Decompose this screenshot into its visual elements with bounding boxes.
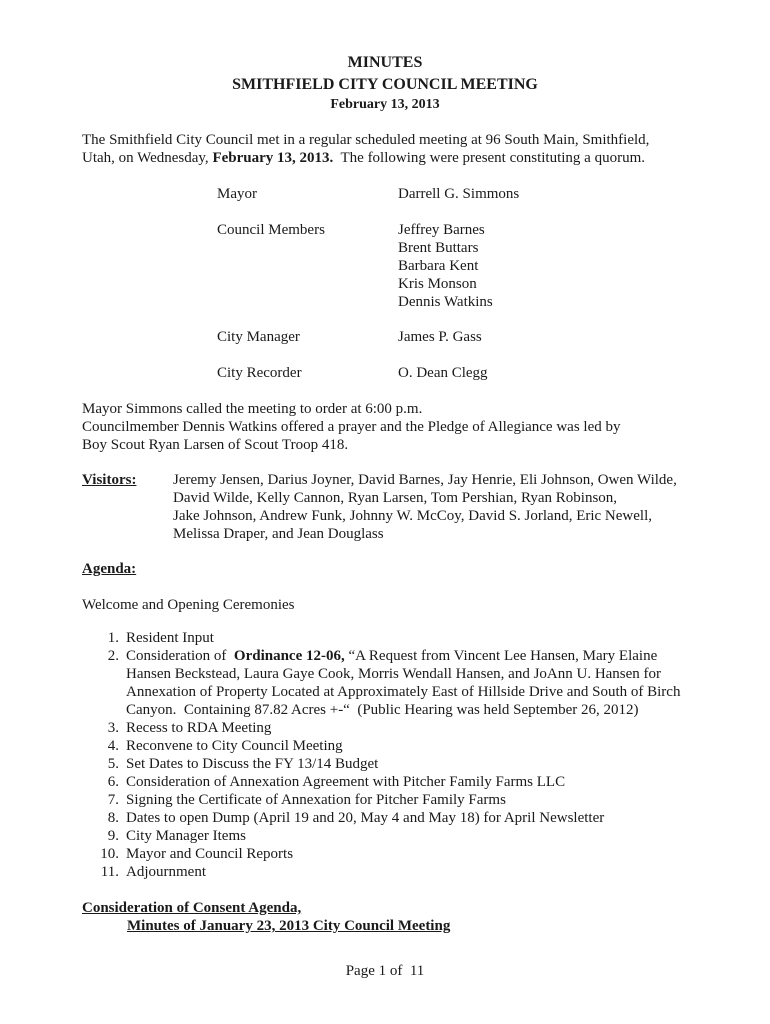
agenda-item <box>97 719 737 737</box>
agenda-item-2-line-4: Canyon. Containing 87.82 Acres +-“ (Public Hearing was held September 26, 2012) <box>126 702 639 718</box>
mayor-name: Darrell G. Simmons <box>398 186 520 202</box>
agenda-item <box>97 629 737 647</box>
agenda-item-number: 8. <box>107 810 119 826</box>
visitors-line: Melissa Draper, and Jean Douglass <box>173 526 384 542</box>
recorder-label: City Recorder <box>217 365 302 381</box>
visitors-line: Jeremy Jensen, Darius Joyner, David Barnes, Jay Henrie, Eli Johnson, Owen Wilde, <box>173 472 677 488</box>
agenda-item <box>97 737 737 755</box>
council-member: Dennis Watkins <box>398 294 493 310</box>
agenda-item <box>97 791 737 809</box>
council-member: Barbara Kent <box>398 258 479 274</box>
agenda-item-text: Signing the Certificate of Annexation for Pitcher Family Farms <box>126 792 506 808</box>
agenda-item-text <box>126 647 737 665</box>
intro-line-2-end: The following were present constituting a quorum. <box>333 150 646 166</box>
council-member: Brent Buttars <box>398 240 479 256</box>
mayor-label: Mayor <box>217 186 257 202</box>
council-member: Jeffrey Barnes <box>398 222 485 238</box>
agenda-item-text: City Manager Items <box>126 828 246 844</box>
recorder-name: O. Dean Clegg <box>398 365 488 381</box>
council-label: Council Members <box>217 222 325 238</box>
agenda-welcome: Welcome and Opening Ceremonies <box>82 597 295 613</box>
agenda-item <box>97 647 737 719</box>
agenda-item-text: Resident Input <box>126 630 214 646</box>
agenda-item-text: Set Dates to Discuss the FY 13/14 Budget <box>126 756 379 772</box>
opening-line: Mayor Simmons called the meeting to order at 6:00 p.m. <box>82 401 423 417</box>
meeting-name: SMITHFIELD CITY COUNCIL MEETING <box>232 76 538 93</box>
agenda-item <box>97 809 737 827</box>
meeting-date: February 13, 2013 <box>330 97 440 112</box>
agenda-item-text: Consideration of Annexation Agreement with Pitcher Family Farms LLC <box>126 774 566 790</box>
agenda-item <box>97 863 737 881</box>
agenda-item-text: Adjournment <box>126 864 206 880</box>
consent-heading: Consideration of Consent Agenda, <box>82 900 302 916</box>
agenda-item-text: Dates to open Dump (April 19 and 20, May 4 and May 18) for April Newsletter <box>126 810 605 826</box>
agenda-item-2-line-2: Hansen Beckstead, Laura Gaye Cook, Morris Wendall Hansen, and JoAnn U. Hansen for <box>126 666 662 682</box>
agenda-item-2-line-3: Annexation of Property Located at Approximately East of Hillside Drive and South of Birch <box>126 684 681 700</box>
agenda-item-text: Recess to RDA Meeting <box>126 720 272 736</box>
agenda-item-number: 6. <box>107 774 119 790</box>
consent-subheading: Minutes of January 23, 2013 City Council Meeting <box>127 918 451 934</box>
manager-label: City Manager <box>217 329 300 345</box>
agenda-item-number: 7. <box>107 792 119 808</box>
agenda-item-text: Reconvene to City Council Meeting <box>126 738 343 754</box>
ordinance-number: Ordinance 12-06, <box>233 648 345 664</box>
agenda-item-number: 2. <box>107 648 119 664</box>
agenda-item <box>97 755 737 773</box>
intro-line-2-start: Utah, on Wednesday, <box>82 150 213 166</box>
agenda-item-number: 1. <box>107 630 119 646</box>
manager-name: James P. Gass <box>398 329 482 345</box>
agenda-item-number: 5. <box>107 756 119 772</box>
intro-line-2 <box>82 149 645 167</box>
agenda-item-number: 11. <box>100 864 119 880</box>
agenda-list <box>97 629 737 881</box>
visitors-line: David Wilde, Kelly Cannon, Ryan Larsen, Tom Pershian, Ryan Robinson, <box>173 490 618 506</box>
visitors-line: Jake Johnson, Andrew Funk, Johnny W. McCoy, David S. Jorland, Eric Newell, <box>173 508 652 524</box>
agenda-item-2-line-1: “A Request from Vincent Lee Hansen, Mary Elaine <box>344 648 658 664</box>
agenda-item <box>97 827 737 845</box>
opening-line: Boy Scout Ryan Larsen of Scout Troop 418. <box>82 437 349 453</box>
visitors-label: Visitors: <box>82 472 137 488</box>
intro-line-1: The Smithfield City Council met in a regular scheduled meeting at 96 South Main, Smithfield, <box>82 132 650 148</box>
agenda-item <box>97 845 737 863</box>
opening-line: Councilmember Dennis Watkins offered a prayer and the Pledge of Allegiance was led by <box>82 419 621 435</box>
document-title: MINUTES <box>347 54 423 71</box>
page-number: Page 1 of 11 <box>345 963 425 979</box>
agenda-item-number: 9. <box>107 828 119 844</box>
agenda-item <box>97 773 737 791</box>
council-member: Kris Monson <box>398 276 477 292</box>
agenda-item-2-prefix: Consideration of <box>126 648 234 664</box>
agenda-item-number: 3. <box>107 720 119 736</box>
agenda-item-number: 10. <box>100 846 119 862</box>
agenda-item-text: Mayor and Council Reports <box>126 846 294 862</box>
agenda-heading: Agenda: <box>82 561 137 577</box>
intro-meeting-date: February 13, 2013. <box>212 150 334 166</box>
agenda-item-number: 4. <box>107 738 119 754</box>
